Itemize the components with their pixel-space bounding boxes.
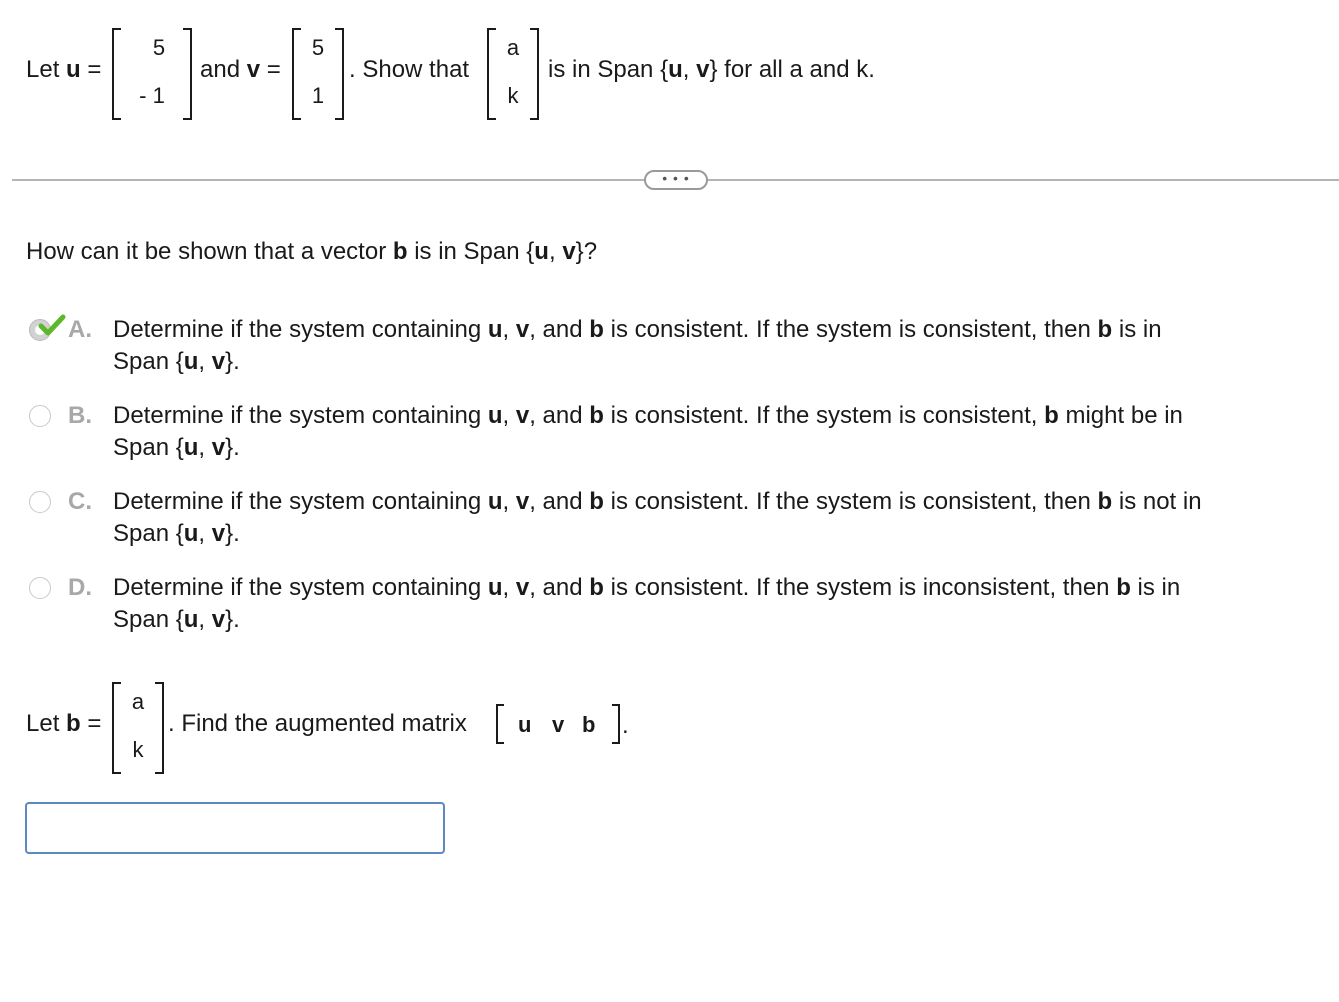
option-b-text: Determine if the system containing u, v, and b is consistent. If the system is consistent, b might be in Span {u, v}. bbox=[113, 402, 1183, 461]
option-letter: A. bbox=[68, 316, 92, 343]
b-vector-matrix bbox=[112, 682, 164, 774]
b-entry-2: k bbox=[132, 737, 144, 762]
b-entry-1: a bbox=[131, 689, 145, 714]
option-c-text: Determine if the system containing u, v, and b is consistent. If the system is consistent, then b is not in Span {u, v}. bbox=[113, 488, 1202, 547]
aug-col-v: v bbox=[552, 712, 565, 737]
v-entry-1: 5 bbox=[311, 35, 325, 60]
target-entry-2: k bbox=[507, 83, 519, 108]
u-variable: u bbox=[66, 56, 81, 83]
answer-input[interactable] bbox=[25, 802, 445, 854]
target-entry-1: a bbox=[506, 35, 520, 60]
augmented-matrix bbox=[496, 704, 620, 744]
span-statement: is in Span {u, v} for all a and k. bbox=[548, 56, 875, 83]
option-d[interactable] bbox=[0, 570, 1339, 640]
u-entry-2: - 1 bbox=[139, 83, 165, 108]
find-augmented-text: . Find the augmented matrix bbox=[168, 710, 467, 737]
option-b-radio[interactable] bbox=[29, 405, 51, 427]
option-d-radio[interactable] bbox=[29, 577, 51, 599]
option-a[interactable] bbox=[0, 312, 1339, 382]
option-letter: B. bbox=[68, 402, 92, 429]
v-vector-matrix bbox=[292, 28, 344, 120]
option-d-text: Determine if the system containing u, v, and b is consistent. If the system is inconsistent, then b is in Span {u, v}. bbox=[113, 574, 1181, 633]
expand-more-button[interactable]: • • • bbox=[644, 170, 708, 190]
option-a-text: Determine if the system containing u, v, and b is consistent. If the system is consistent, then b is in Span {u, v}. bbox=[113, 316, 1162, 375]
problem-statement bbox=[26, 56, 101, 84]
u-vector-matrix bbox=[112, 28, 192, 120]
aug-col-u: u bbox=[518, 712, 532, 737]
equals-sign: = bbox=[87, 56, 102, 83]
right-bracket bbox=[612, 704, 620, 744]
option-c[interactable] bbox=[0, 484, 1339, 554]
v-variable: v bbox=[246, 56, 261, 83]
show-that-text: . Show that bbox=[349, 56, 470, 83]
option-letter: C. bbox=[68, 488, 92, 515]
question-text: How can it be shown that a vector b is in Span {u, v}? bbox=[26, 238, 598, 265]
option-b[interactable] bbox=[0, 398, 1339, 468]
let-text: Let bbox=[26, 56, 60, 83]
checkmark-icon bbox=[38, 314, 66, 336]
option-letter: D. bbox=[68, 574, 92, 601]
v-entry-2: 1 bbox=[311, 83, 325, 108]
end-period: . bbox=[622, 712, 629, 739]
u-entry-1: 5 bbox=[152, 35, 166, 60]
let-b-label: Let b = bbox=[26, 710, 102, 737]
and-v-label: and v = bbox=[200, 56, 281, 83]
aug-col-b: b bbox=[582, 712, 596, 737]
left-bracket bbox=[496, 704, 504, 744]
target-vector-matrix bbox=[487, 28, 539, 120]
option-c-radio[interactable] bbox=[29, 491, 51, 513]
